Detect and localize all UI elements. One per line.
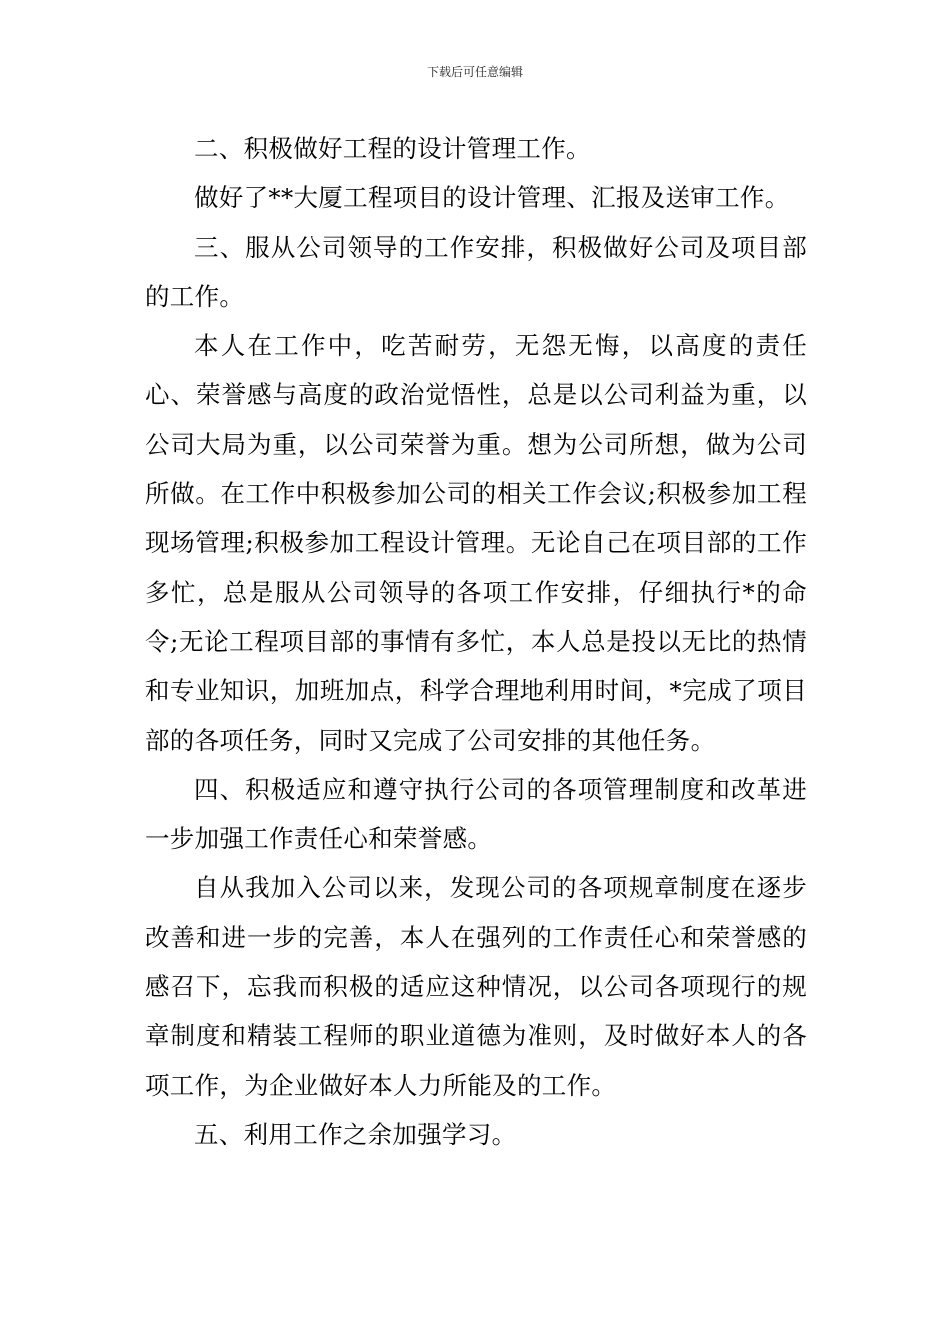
paragraph-design-management: 做好了**大厦工程项目的设计管理、汇报及送审工作。 xyxy=(194,183,790,213)
section-heading-management-system: 四、积极适应和遵守执行公司的各项管理制度和改革进一步加强工作责任心和荣誉感。 xyxy=(145,774,807,854)
section-heading-design-management: 二、积极做好工程的设计管理工作。 xyxy=(194,134,591,163)
document-body xyxy=(145,124,807,1159)
section-heading-study: 五、利用工作之余加强学习。 xyxy=(194,1119,517,1149)
page-header: 下载后可任意编辑 xyxy=(426,65,523,79)
paragraph-work-attitude: 本人在工作中，吃苦耐劳，无怨无悔，以高度的责任心、荣誉感与高度的政治觉悟性，总是以公司利益为重，以公司大局为重，以公司荣誉为重。想为公司所想，做为公司所做。在工作中积极参加公司的相关工作会议;积极参加工程现场管理;积极参加工程设计管理。无论自己在项目部的工作多忙，总是服从公司领导的各项工作安排，仔细执行*的命令;无论工程项目部的事情有多忙，本人总是投以无比的热情和专业知识，加班加点，科学合理地利用时间，*完成了项目部的各项任务，同时又完成了公司安排的其他任务。 xyxy=(145,331,807,755)
paragraph-rules-adaptation: 自从我加入公司以来，发现公司的各项规章制度在逐步改善和进一步的完善，本人在强列的工作责任心和荣誉感的感召下，忘我而积极的适应这种情况，以公司各项现行的规章制度和精装工程师的职业道德为准则，及时做好本人的各项工作，为企业做好本人力所能及的工作。 xyxy=(145,873,807,1100)
section-heading-follow-arrangements: 三、服从公司领导的工作安排，积极做好公司及项目部的工作。 xyxy=(145,232,807,311)
